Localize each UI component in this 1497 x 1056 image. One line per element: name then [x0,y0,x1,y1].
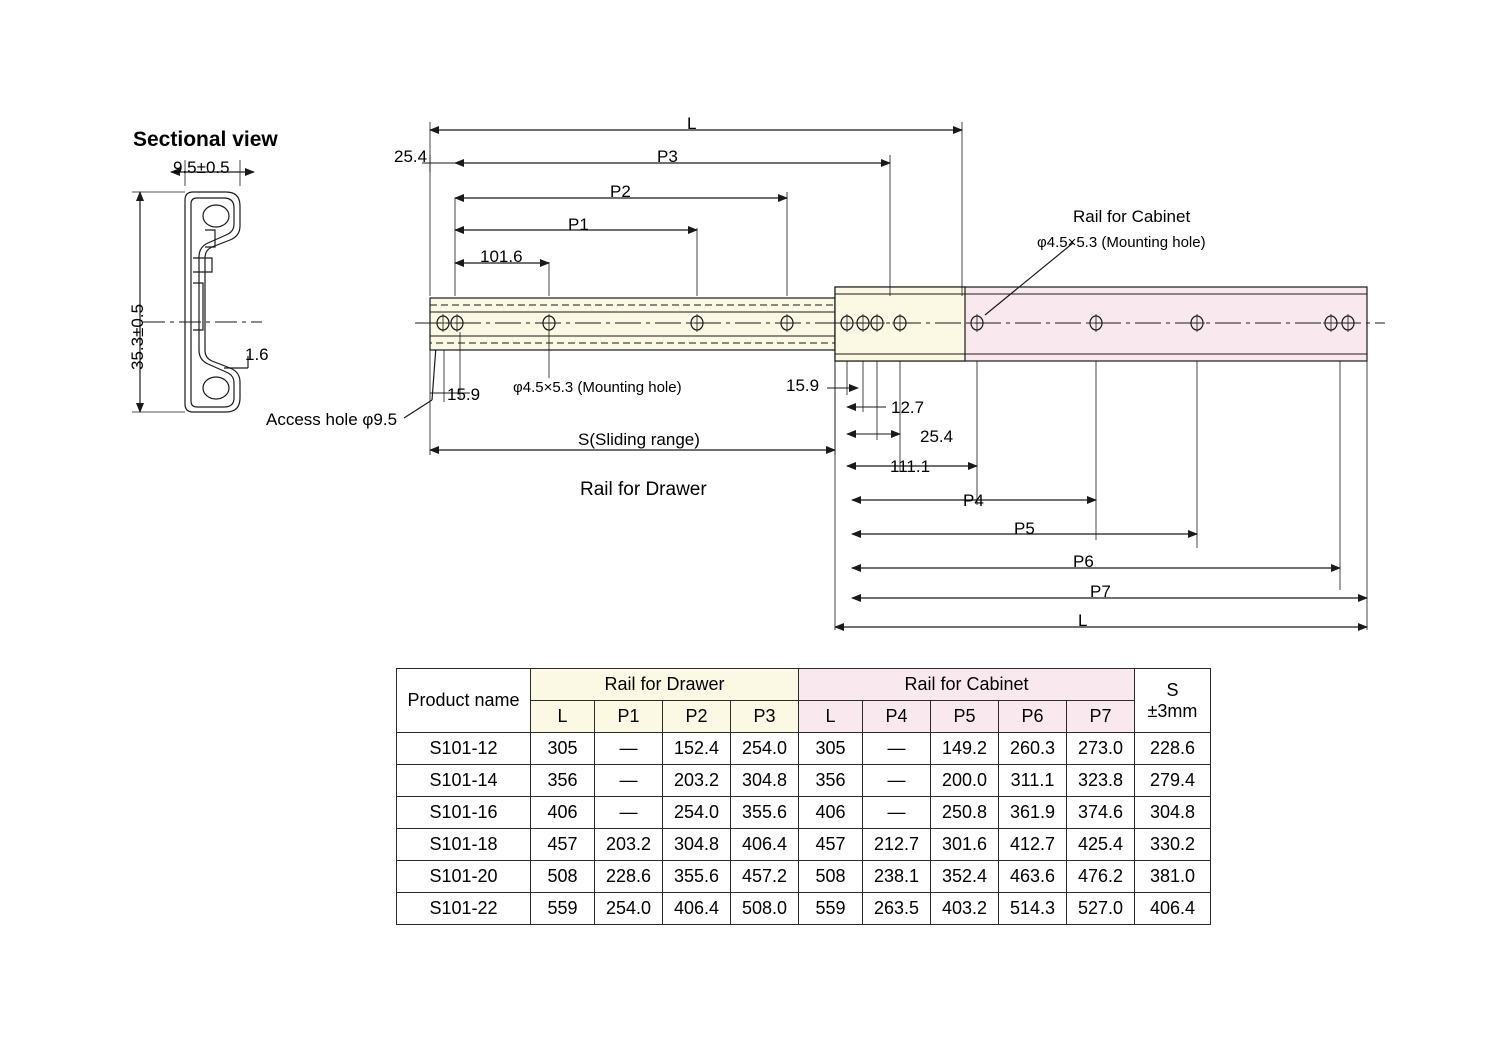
cell-P7: 425.4 [1067,829,1135,861]
cell-d_L: 406 [531,797,595,829]
subcol-cabinet-P5: P5 [931,701,999,733]
cell-P7: 374.6 [1067,797,1135,829]
col-s-label: S [1166,679,1179,700]
cell-P3: 355.6 [731,797,799,829]
dim-15-9-right: 15.9 [786,376,820,395]
col-s [1135,669,1211,733]
cell-c_L: 406 [799,797,863,829]
cell-d_L: 457 [531,829,595,861]
cell-c_L: 305 [799,733,863,765]
cell-S: 228.6 [1135,733,1211,765]
table-row [397,829,1211,861]
cell-P5: 352.4 [931,861,999,893]
sectional-width-dim: 9.5±0.5 [173,158,230,177]
cell-S: 304.8 [1135,797,1211,829]
cell-product-name: S101-18 [397,829,531,861]
cell-P3: 304.8 [731,765,799,797]
cell-d_L: 356 [531,765,595,797]
dim-P7: P7 [1090,582,1111,601]
cell-P6: 412.7 [999,829,1067,861]
dim-101-6: 101.6 [480,247,523,266]
dim-P5: P5 [1014,519,1035,538]
dim-25-4-right: 25.4 [920,427,954,446]
subcol-drawer-P3: P3 [731,701,799,733]
cabinet-mounting-hole-label: φ4.5×5.3 (Mounting hole) [1037,234,1206,251]
cell-product-name: S101-20 [397,861,531,893]
cell-P4: — [863,797,931,829]
cabinet-rail-label: Rail for Cabinet [1073,207,1191,226]
dim-12-7: 12.7 [891,398,925,417]
cell-c_L: 356 [799,765,863,797]
specification-table [396,668,1211,925]
cell-P2: 406.4 [663,893,731,925]
group-rail-for-cabinet: Rail for Cabinet [799,669,1135,701]
drawer-rail-label: Rail for Drawer [580,479,707,500]
sliding-range-label: S(Sliding range) [578,430,700,449]
cell-P7: 476.2 [1067,861,1135,893]
cell-P3: 254.0 [731,733,799,765]
cell-S: 381.0 [1135,861,1211,893]
table-row [397,765,1211,797]
cell-P1: — [595,765,663,797]
cell-P2: 254.0 [663,797,731,829]
cell-S: 406.4 [1135,893,1211,925]
cell-P5: 149.2 [931,733,999,765]
sectional-view-title: Sectional view [133,128,278,151]
cell-d_L: 559 [531,893,595,925]
sectional-thickness-dim: 1.6 [245,345,269,364]
cell-P1: — [595,733,663,765]
cell-P6: 361.9 [999,797,1067,829]
dim-P3: P3 [657,147,678,166]
cell-product-name: S101-22 [397,893,531,925]
cell-d_L: 305 [531,733,595,765]
cell-P1: — [595,797,663,829]
subcol-cabinet-P7: P7 [1067,701,1135,733]
cell-P6: 463.6 [999,861,1067,893]
cell-P4: 212.7 [863,829,931,861]
dim-P1: P1 [568,215,589,234]
dim-L-bottom: L [1078,611,1088,630]
cell-P1: 228.6 [595,861,663,893]
table-row [397,797,1211,829]
cell-P5: 403.2 [931,893,999,925]
cell-P2: 304.8 [663,829,731,861]
cell-S: 279.4 [1135,765,1211,797]
cell-c_L: 559 [799,893,863,925]
cell-P3: 457.2 [731,861,799,893]
cell-P7: 273.0 [1067,733,1135,765]
table-row [397,893,1211,925]
cell-product-name: S101-12 [397,733,531,765]
cell-P4: — [863,765,931,797]
cell-P5: 250.8 [931,797,999,829]
col-product-name: Product name [397,669,531,733]
dim-15-9-left: 15.9 [447,385,481,404]
cell-P2: 355.6 [663,861,731,893]
cell-P6: 260.3 [999,733,1067,765]
dim-P4: P4 [963,491,984,510]
group-rail-for-drawer: Rail for Drawer [531,669,799,701]
subcol-cabinet-P6: P6 [999,701,1067,733]
cell-P6: 311.1 [999,765,1067,797]
cell-P1: 203.2 [595,829,663,861]
dim-111-1: 111.1 [890,457,931,476]
sectional-height-dim: 35.3±0.5 [128,303,147,370]
cell-c_L: 508 [799,861,863,893]
access-hole-label: Access hole φ9.5 [266,410,398,429]
cell-P5: 200.0 [931,765,999,797]
cell-P1: 254.0 [595,893,663,925]
dim-P2: P2 [610,182,631,201]
dim-25-4-left: 25.4 [394,147,428,166]
drawer-mounting-hole-label: φ4.5×5.3 (Mounting hole) [513,379,682,396]
cell-P5: 301.6 [931,829,999,861]
subcol-cabinet-L: L [799,701,863,733]
dim-L-top: L [687,114,697,133]
cell-P2: 152.4 [663,733,731,765]
col-s-tolerance: ±3mm [1147,700,1198,721]
cell-product-name: S101-14 [397,765,531,797]
cell-product-name: S101-16 [397,797,531,829]
cell-d_L: 508 [531,861,595,893]
cell-P7: 323.8 [1067,765,1135,797]
dim-P6: P6 [1073,552,1094,571]
table-row [397,733,1211,765]
cell-c_L: 457 [799,829,863,861]
subcol-cabinet-P4: P4 [863,701,931,733]
cell-S: 330.2 [1135,829,1211,861]
cell-P4: 238.1 [863,861,931,893]
cell-P3: 406.4 [731,829,799,861]
subcol-drawer-L: L [531,701,595,733]
cell-P3: 508.0 [731,893,799,925]
cell-P4: — [863,733,931,765]
cell-P2: 203.2 [663,765,731,797]
cell-P4: 263.5 [863,893,931,925]
subcol-drawer-P1: P1 [595,701,663,733]
table-row [397,861,1211,893]
cell-P7: 527.0 [1067,893,1135,925]
subcol-drawer-P2: P2 [663,701,731,733]
cell-P6: 514.3 [999,893,1067,925]
